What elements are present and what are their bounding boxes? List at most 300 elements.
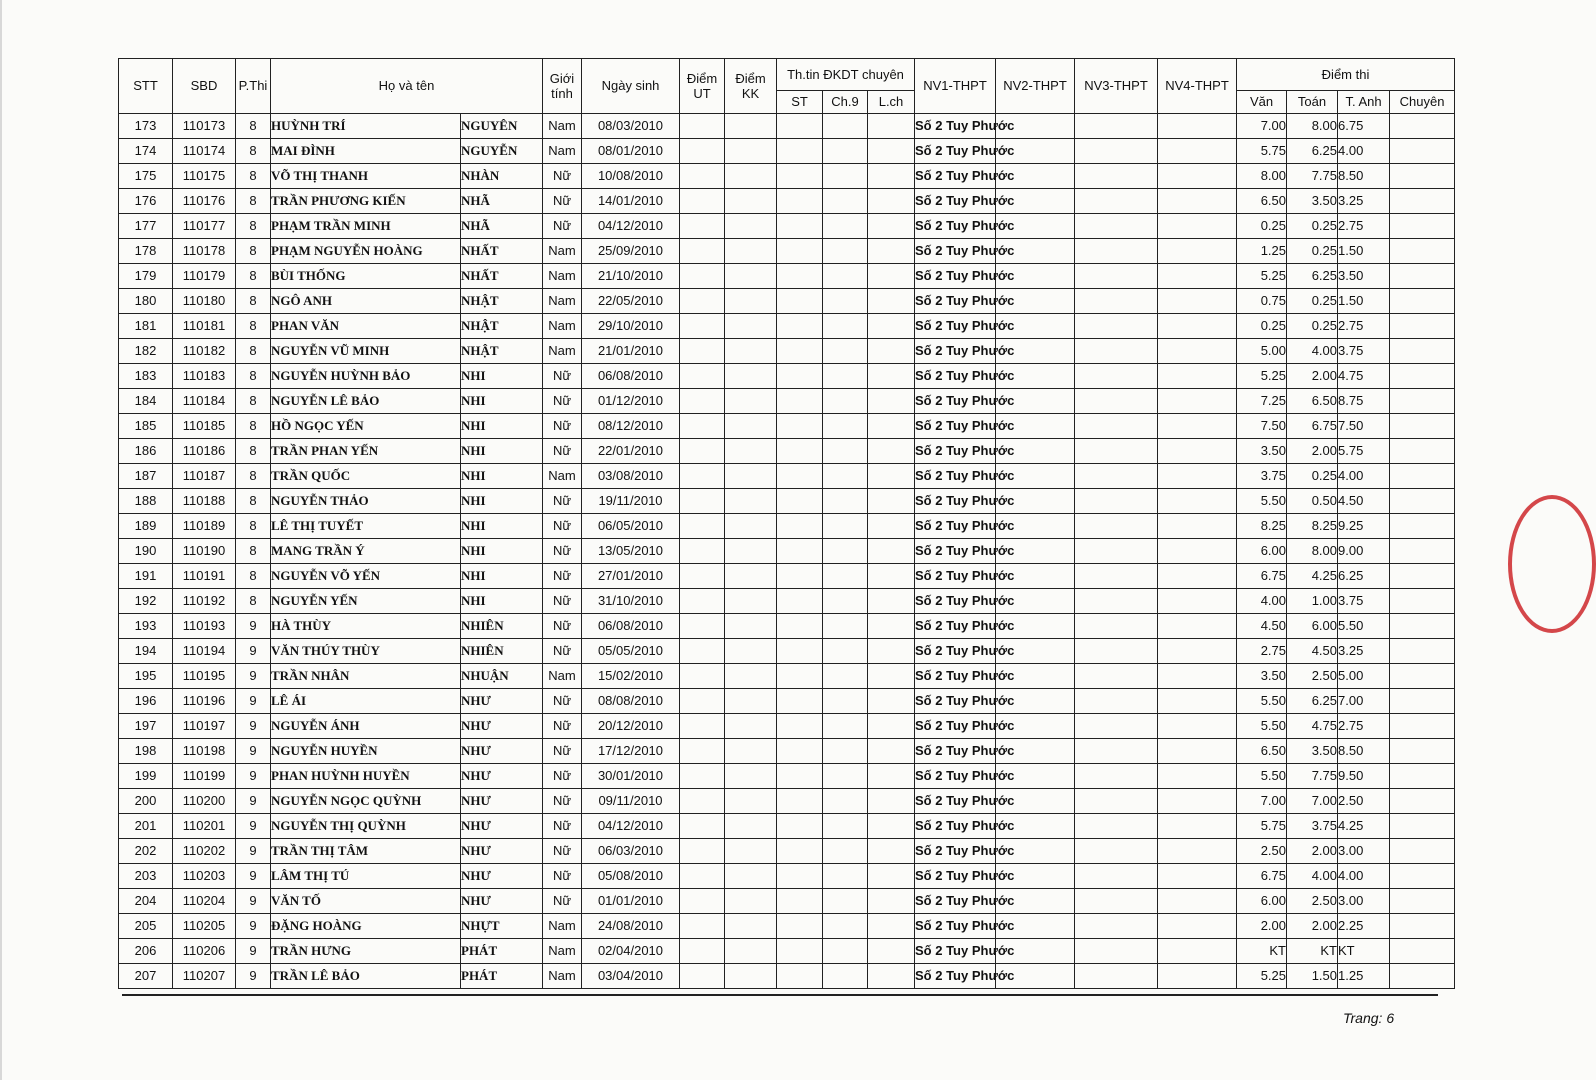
- table-row: [119, 539, 1455, 564]
- cell-empty: [868, 864, 915, 889]
- cell-stt: 205: [119, 914, 173, 939]
- cell-empty: [1075, 339, 1158, 364]
- cell-gender: Nam: [543, 914, 582, 939]
- cell-empty: [868, 964, 915, 989]
- cell-pthi: 9: [236, 789, 271, 814]
- cell-van: 5.25: [1237, 964, 1287, 989]
- cell-empty: [1158, 214, 1237, 239]
- cell-empty: [868, 564, 915, 589]
- cell-van: 5.75: [1237, 814, 1287, 839]
- cell-empty: [868, 314, 915, 339]
- cell-empty: [725, 814, 777, 839]
- cell-empty: [1390, 489, 1455, 514]
- cell-gender: Nam: [543, 939, 582, 964]
- cell-empty: [777, 664, 823, 689]
- cell-empty: [823, 489, 868, 514]
- cell-empty: [1390, 714, 1455, 739]
- cell-toan: 8.00: [1287, 539, 1338, 564]
- cell-pthi: 8: [236, 489, 271, 514]
- cell-name: PHẠM NGUYỄN HOÀNG: [271, 239, 461, 264]
- cell-gender: Nam: [543, 339, 582, 364]
- cell-empty: [1158, 889, 1237, 914]
- cell-name: TRẦN PHAN YẾN: [271, 439, 461, 464]
- cell-empty: [823, 789, 868, 814]
- cell-empty: [1075, 864, 1158, 889]
- cell-sbd: 110190: [173, 539, 236, 564]
- cell-toan: 4.50: [1287, 639, 1338, 664]
- cell-toan: 0.25: [1287, 464, 1338, 489]
- cell-sbd: 110199: [173, 764, 236, 789]
- cell-tanh: 3.25: [1338, 189, 1390, 214]
- cell-toan: 2.50: [1287, 889, 1338, 914]
- cell-van: 4.50: [1237, 614, 1287, 639]
- cell-toan: 1.50: [1287, 964, 1338, 989]
- cell-gender: Nữ: [543, 814, 582, 839]
- cell-nv1: Số 2 Tuy Phước: [915, 714, 996, 739]
- cell-given: NHI: [461, 439, 543, 464]
- cell-toan: KT: [1287, 939, 1338, 964]
- cell-given: NHI: [461, 464, 543, 489]
- cell-empty: [1075, 114, 1158, 139]
- cell-empty: [725, 739, 777, 764]
- table-row: [119, 589, 1455, 614]
- cell-empty: [680, 714, 725, 739]
- cell-empty: [1390, 339, 1455, 364]
- cell-pthi: 8: [236, 314, 271, 339]
- cell-empty: [777, 514, 823, 539]
- header-sbd: SBD: [173, 59, 236, 114]
- cell-empty: [823, 839, 868, 864]
- cell-gender: Nam: [543, 114, 582, 139]
- cell-van: 2.75: [1237, 639, 1287, 664]
- cell-empty: [1075, 589, 1158, 614]
- cell-van: 3.50: [1237, 664, 1287, 689]
- cell-van: 8.00: [1237, 164, 1287, 189]
- header-lch: L.ch: [868, 91, 915, 114]
- cell-dob: 31/10/2010: [582, 589, 680, 614]
- cell-sbd: 110175: [173, 164, 236, 189]
- cell-empty: [823, 239, 868, 264]
- cell-empty: [680, 739, 725, 764]
- cell-empty: [1075, 414, 1158, 439]
- cell-tanh: 6.25: [1338, 564, 1390, 589]
- cell-stt: 183: [119, 364, 173, 389]
- cell-empty: [868, 539, 915, 564]
- cell-empty: [1075, 439, 1158, 464]
- cell-empty: [1075, 364, 1158, 389]
- table-row: [119, 164, 1455, 189]
- cell-nv1: Số 2 Tuy Phước: [915, 889, 996, 914]
- cell-tanh: 2.25: [1338, 914, 1390, 939]
- cell-toan: 6.75: [1287, 414, 1338, 439]
- cell-gender: Nữ: [543, 889, 582, 914]
- cell-toan: 0.25: [1287, 289, 1338, 314]
- cell-empty: [680, 639, 725, 664]
- cell-empty: [777, 339, 823, 364]
- cell-dob: 06/03/2010: [582, 839, 680, 864]
- cell-given: NHƯ: [461, 689, 543, 714]
- cell-empty: [680, 489, 725, 514]
- cell-sbd: 110203: [173, 864, 236, 889]
- cell-toan: 6.25: [1287, 264, 1338, 289]
- header-nv1: NV1-THPT: [915, 59, 996, 114]
- cell-pthi: 8: [236, 189, 271, 214]
- cell-empty: [1158, 839, 1237, 864]
- cell-empty: [1075, 289, 1158, 314]
- cell-empty: [1390, 739, 1455, 764]
- cell-empty: [725, 114, 777, 139]
- cell-empty: [1158, 689, 1237, 714]
- cell-empty: [868, 639, 915, 664]
- cell-dob: 22/05/2010: [582, 289, 680, 314]
- cell-empty: [725, 689, 777, 714]
- cell-empty: [680, 114, 725, 139]
- cell-stt: 194: [119, 639, 173, 664]
- cell-stt: 173: [119, 114, 173, 139]
- cell-name: NGUYỄN HUYỀN: [271, 739, 461, 764]
- cell-empty: [1158, 964, 1237, 989]
- cell-nv1: Số 2 Tuy Phước: [915, 689, 996, 714]
- cell-dob: 08/01/2010: [582, 139, 680, 164]
- cell-gender: Nam: [543, 664, 582, 689]
- cell-empty: [777, 214, 823, 239]
- header-nv3: NV3-THPT: [1075, 59, 1158, 114]
- cell-pthi: 9: [236, 764, 271, 789]
- cell-empty: [823, 364, 868, 389]
- cell-given: NHIÊN: [461, 614, 543, 639]
- table-row: [119, 264, 1455, 289]
- table-row: [119, 139, 1455, 164]
- cell-nv1: Số 2 Tuy Phước: [915, 264, 996, 289]
- cell-empty: [868, 814, 915, 839]
- cell-sbd: 110187: [173, 464, 236, 489]
- cell-nv1: Số 2 Tuy Phước: [915, 664, 996, 689]
- cell-given: NHI: [461, 539, 543, 564]
- cell-empty: [868, 114, 915, 139]
- cell-empty: [823, 114, 868, 139]
- cell-van: 6.75: [1237, 564, 1287, 589]
- cell-gender: Nữ: [543, 864, 582, 889]
- cell-stt: 181: [119, 314, 173, 339]
- cell-empty: [777, 414, 823, 439]
- cell-gender: Nữ: [543, 539, 582, 564]
- cell-empty: [1158, 639, 1237, 664]
- cell-stt: 203: [119, 864, 173, 889]
- cell-empty: [777, 239, 823, 264]
- table-row: [119, 714, 1455, 739]
- cell-nv1: Số 2 Tuy Phước: [915, 964, 996, 989]
- cell-tanh: 4.00: [1338, 139, 1390, 164]
- cell-empty: [1075, 564, 1158, 589]
- cell-empty: [1390, 814, 1455, 839]
- cell-empty: [777, 539, 823, 564]
- cell-sbd: 110173: [173, 114, 236, 139]
- cell-given: NHUẬN: [461, 664, 543, 689]
- cell-given: NHI: [461, 489, 543, 514]
- cell-empty: [1158, 764, 1237, 789]
- cell-tanh: 8.75: [1338, 389, 1390, 414]
- cell-name: VĂN THÚY THÙY: [271, 639, 461, 664]
- cell-nv1: Số 2 Tuy Phước: [915, 939, 996, 964]
- cell-empty: [1075, 464, 1158, 489]
- cell-empty: [1390, 139, 1455, 164]
- cell-tanh: 4.50: [1338, 489, 1390, 514]
- cell-dob: 22/01/2010: [582, 439, 680, 464]
- cell-dob: 20/12/2010: [582, 714, 680, 739]
- cell-tanh: 9.00: [1338, 539, 1390, 564]
- cell-empty: [1075, 889, 1158, 914]
- cell-name: MANG TRẦN Ý: [271, 539, 461, 564]
- cell-tanh: 6.75: [1338, 114, 1390, 139]
- cell-empty: [725, 514, 777, 539]
- cell-pthi: 9: [236, 614, 271, 639]
- table-row: [119, 814, 1455, 839]
- cell-empty: [680, 514, 725, 539]
- cell-empty: [777, 814, 823, 839]
- cell-tanh: 4.75: [1338, 364, 1390, 389]
- cell-sbd: 110180: [173, 289, 236, 314]
- cell-empty: [680, 589, 725, 614]
- cell-empty: [1158, 364, 1237, 389]
- cell-name: BÙI THỐNG: [271, 264, 461, 289]
- table-row: [119, 839, 1455, 864]
- cell-toan: 6.25: [1287, 139, 1338, 164]
- cell-gender: Nam: [543, 464, 582, 489]
- cell-empty: [680, 839, 725, 864]
- cell-empty: [777, 764, 823, 789]
- table-body: [119, 114, 1455, 989]
- cell-toan: 4.25: [1287, 564, 1338, 589]
- header-thtin: Th.tin ĐKDT chuyên: [777, 59, 915, 91]
- cell-empty: [1158, 339, 1237, 364]
- cell-empty: [1390, 839, 1455, 864]
- cell-nv1: Số 2 Tuy Phước: [915, 189, 996, 214]
- cell-empty: [868, 914, 915, 939]
- cell-empty: [823, 414, 868, 439]
- cell-empty: [680, 139, 725, 164]
- cell-dob: 30/01/2010: [582, 764, 680, 789]
- cell-tanh: 3.75: [1338, 589, 1390, 614]
- cell-empty: [1158, 164, 1237, 189]
- cell-empty: [777, 789, 823, 814]
- cell-empty: [680, 439, 725, 464]
- cell-tanh: 3.00: [1338, 839, 1390, 864]
- cell-stt: 201: [119, 814, 173, 839]
- cell-given: NHÃ: [461, 189, 543, 214]
- cell-gender: Nữ: [543, 589, 582, 614]
- cell-dob: 15/02/2010: [582, 664, 680, 689]
- cell-empty: [777, 189, 823, 214]
- cell-empty: [725, 289, 777, 314]
- cell-van: 7.00: [1237, 789, 1287, 814]
- cell-empty: [680, 239, 725, 264]
- cell-gender: Nữ: [543, 564, 582, 589]
- cell-empty: [823, 639, 868, 664]
- cell-given: NGUYÊN: [461, 114, 543, 139]
- cell-given: NHƯ: [461, 789, 543, 814]
- cell-toan: 8.25: [1287, 514, 1338, 539]
- cell-empty: [777, 139, 823, 164]
- cell-empty: [1075, 239, 1158, 264]
- cell-empty: [1075, 914, 1158, 939]
- cell-dob: 06/08/2010: [582, 364, 680, 389]
- cell-empty: [1390, 939, 1455, 964]
- cell-dob: 08/08/2010: [582, 689, 680, 714]
- cell-dob: 27/01/2010: [582, 564, 680, 589]
- header-pthi: P.Thi: [236, 59, 271, 114]
- cell-empty: [680, 764, 725, 789]
- cell-empty: [868, 789, 915, 814]
- cell-pthi: 8: [236, 464, 271, 489]
- cell-stt: 193: [119, 614, 173, 639]
- cell-dob: 05/05/2010: [582, 639, 680, 664]
- cell-stt: 190: [119, 539, 173, 564]
- cell-gender: Nữ: [543, 514, 582, 539]
- cell-name: LÊ THỊ TUYẾT: [271, 514, 461, 539]
- table-row: [119, 189, 1455, 214]
- cell-empty: [1390, 564, 1455, 589]
- cell-tanh: 7.50: [1338, 414, 1390, 439]
- cell-dob: 10/08/2010: [582, 164, 680, 189]
- cell-empty: [1158, 664, 1237, 689]
- cell-empty: [1075, 714, 1158, 739]
- table-header: [119, 59, 1455, 114]
- cell-empty: [823, 164, 868, 189]
- cell-empty: [725, 914, 777, 939]
- cell-given: NGUYỄN: [461, 139, 543, 164]
- table-row: [119, 914, 1455, 939]
- cell-nv1: Số 2 Tuy Phước: [915, 539, 996, 564]
- cell-empty: [1158, 189, 1237, 214]
- cell-gender: Nam: [543, 264, 582, 289]
- cell-empty: [777, 464, 823, 489]
- cell-empty: [868, 139, 915, 164]
- cell-van: 5.50: [1237, 689, 1287, 714]
- cell-gender: Nữ: [543, 739, 582, 764]
- cell-nv1: Số 2 Tuy Phước: [915, 614, 996, 639]
- cell-nv1: Số 2 Tuy Phước: [915, 814, 996, 839]
- cell-empty: [1158, 514, 1237, 539]
- cell-empty: [823, 339, 868, 364]
- table-row: [119, 464, 1455, 489]
- table-row: [119, 364, 1455, 389]
- cell-empty: [777, 864, 823, 889]
- cell-gender: Nữ: [543, 414, 582, 439]
- cell-empty: [680, 264, 725, 289]
- cell-empty: [1075, 139, 1158, 164]
- cell-empty: [1158, 414, 1237, 439]
- cell-van: 6.00: [1237, 889, 1287, 914]
- cell-empty: [725, 839, 777, 864]
- cell-empty: [725, 589, 777, 614]
- cell-empty: [725, 439, 777, 464]
- header-van: Văn: [1237, 91, 1287, 114]
- cell-nv1: Số 2 Tuy Phước: [915, 364, 996, 389]
- cell-dob: 29/10/2010: [582, 314, 680, 339]
- cell-van: 5.50: [1237, 489, 1287, 514]
- cell-given: NHƯ: [461, 764, 543, 789]
- cell-toan: 0.25: [1287, 314, 1338, 339]
- cell-name: TRẦN PHƯƠNG KIẾN: [271, 189, 461, 214]
- header-st: ST: [777, 91, 823, 114]
- cell-sbd: 110202: [173, 839, 236, 864]
- cell-pthi: 8: [236, 564, 271, 589]
- cell-toan: 0.50: [1287, 489, 1338, 514]
- cell-dob: 03/04/2010: [582, 964, 680, 989]
- cell-empty: [823, 289, 868, 314]
- page-edge: [0, 0, 2, 1080]
- cell-pthi: 9: [236, 689, 271, 714]
- cell-stt: 202: [119, 839, 173, 864]
- table-row: [119, 214, 1455, 239]
- cell-nv1: Số 2 Tuy Phước: [915, 114, 996, 139]
- cell-empty: [725, 964, 777, 989]
- cell-tanh: 4.25: [1338, 814, 1390, 839]
- header-diemthi: Điểm thi: [1237, 59, 1455, 91]
- cell-stt: 199: [119, 764, 173, 789]
- cell-empty: [1390, 789, 1455, 814]
- cell-empty: [777, 964, 823, 989]
- cell-empty: [1075, 664, 1158, 689]
- cell-name: LÊ ÁI: [271, 689, 461, 714]
- cell-toan: 3.50: [1287, 739, 1338, 764]
- cell-empty: [777, 264, 823, 289]
- cell-empty: [777, 589, 823, 614]
- cell-empty: [725, 339, 777, 364]
- cell-given: NHƯ: [461, 889, 543, 914]
- cell-empty: [725, 664, 777, 689]
- cell-empty: [725, 464, 777, 489]
- cell-empty: [1390, 639, 1455, 664]
- cell-toan: 4.00: [1287, 864, 1338, 889]
- cell-stt: 196: [119, 689, 173, 714]
- cell-empty: [1390, 864, 1455, 889]
- cell-tanh: 8.50: [1338, 739, 1390, 764]
- cell-empty: [1390, 439, 1455, 464]
- cell-empty: [1075, 839, 1158, 864]
- cell-empty: [777, 289, 823, 314]
- cell-empty: [1390, 539, 1455, 564]
- cell-name: NGUYỄN THẢO: [271, 489, 461, 514]
- cell-empty: [1158, 389, 1237, 414]
- cell-nv1: Số 2 Tuy Phước: [915, 414, 996, 439]
- cell-sbd: 110191: [173, 564, 236, 589]
- cell-pthi: 8: [236, 389, 271, 414]
- cell-pthi: 9: [236, 814, 271, 839]
- cell-name: NGÔ ANH: [271, 289, 461, 314]
- cell-name: NGUYỄN ÁNH: [271, 714, 461, 739]
- cell-empty: [868, 414, 915, 439]
- cell-empty: [1158, 539, 1237, 564]
- cell-sbd: 110201: [173, 814, 236, 839]
- cell-empty: [1390, 614, 1455, 639]
- header-nv2: NV2-THPT: [996, 59, 1075, 114]
- cell-gender: Nam: [543, 289, 582, 314]
- cell-empty: [1158, 314, 1237, 339]
- table-row: [119, 614, 1455, 639]
- cell-tanh: 3.50: [1338, 264, 1390, 289]
- cell-name: NGUYỄN VÕ YẾN: [271, 564, 461, 589]
- cell-van: 4.00: [1237, 589, 1287, 614]
- cell-empty: [725, 139, 777, 164]
- cell-tanh: 2.50: [1338, 789, 1390, 814]
- cell-empty: [1158, 714, 1237, 739]
- cell-pthi: 9: [236, 939, 271, 964]
- cell-given: NHẤT: [461, 239, 543, 264]
- cell-empty: [725, 864, 777, 889]
- cell-name: NGUYỄN HUỲNH BẢO: [271, 364, 461, 389]
- table-row: [119, 489, 1455, 514]
